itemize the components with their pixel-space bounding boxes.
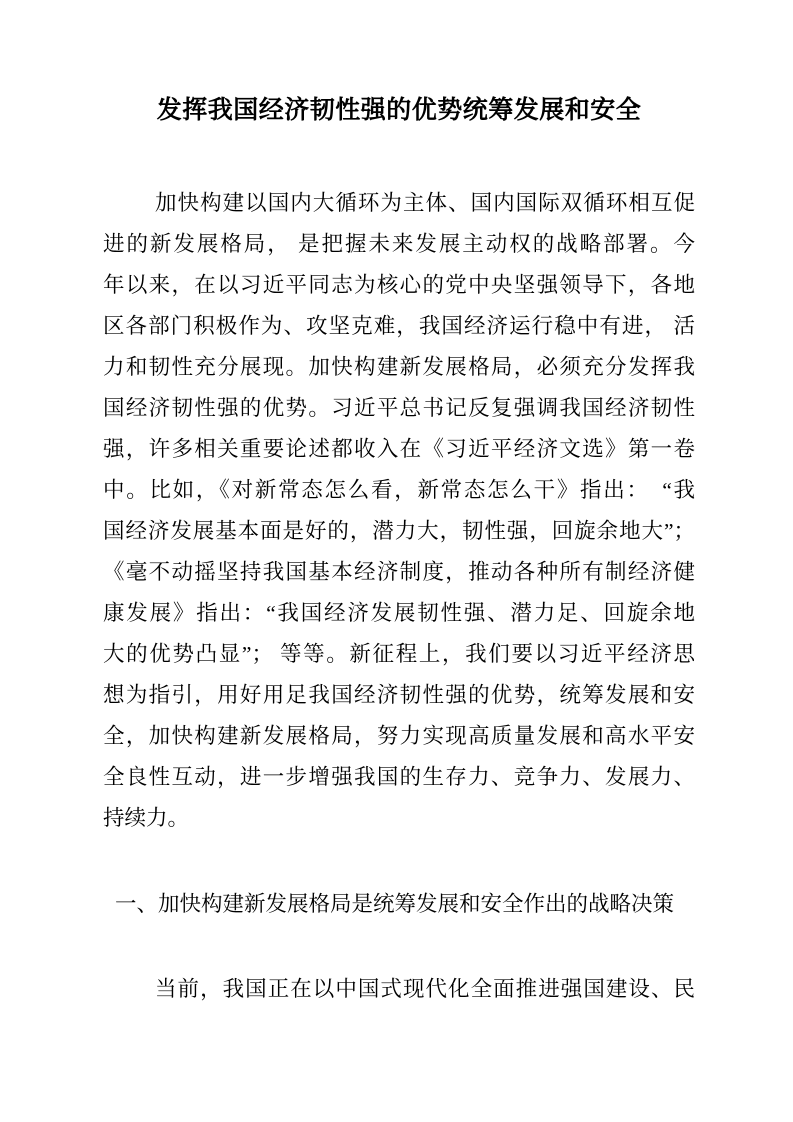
paragraph-line: 国经济韧性强的优势。习近平总书记反复强调我国经济韧性 bbox=[103, 396, 695, 420]
paragraph-line: 中。比如，《对新常态怎么看，新常态怎么干》指出： “我 bbox=[103, 478, 695, 502]
paragraph-line: 强，许多相关重要论述都收入在《习近平经济文选》第一卷 bbox=[103, 437, 695, 461]
paragraph-line: 《毫不动摇坚持我国基本经济制度，推动各种所有制经济健 bbox=[103, 560, 695, 584]
paragraph-line: 进的新发展格局， 是把握未来发展主动权的战略部署。今 bbox=[103, 232, 695, 256]
paragraph-line: 力和韧性充分展现。加快构建新发展格局，必须充分发挥我 bbox=[103, 355, 695, 379]
section-heading: 一、加快构建新发展格局是统筹发展和安全作出的战略决策 bbox=[115, 892, 675, 916]
paragraph-1 bbox=[103, 183, 695, 839]
paragraph-line: 持续力。 bbox=[103, 806, 190, 830]
paragraph-line: 康发展》指出：“我国经济发展韧性强、潜力足、回旋余地 bbox=[103, 601, 695, 625]
paragraph-line: 当前，我国正在以中国式现代化全面推进强国建设、民 bbox=[155, 977, 695, 1001]
paragraph-line: 大的优势凸显”； 等等。新征程上，我们要以习近平经济思 bbox=[103, 642, 695, 666]
page-content bbox=[103, 0, 695, 1122]
document-title: 发挥我国经济韧性强的优势统筹发展和安全 bbox=[156, 97, 642, 124]
paragraph-line: 想为指引，用好用足我国经济韧性强的优势，统筹发展和安 bbox=[103, 683, 695, 707]
paragraph-line: 区各部门积极作为、攻坚克难，我国经济运行稳中有进， 活 bbox=[103, 314, 695, 338]
paragraph-line: 全，加快构建新发展格局，努力实现高质量发展和高水平安 bbox=[103, 724, 695, 748]
paragraph-line: 加快构建以国内大循环为主体、国内国际双循环相互促 bbox=[155, 191, 695, 215]
paragraph-line: 年以来，在以习近平同志为核心的党中央坚强领导下，各地 bbox=[103, 273, 695, 297]
paragraph-line: 国经济发展基本面是好的，潜力大，韧性强，回旋余地大”； bbox=[103, 519, 695, 543]
paragraph-line: 全良性互动，进一步增强我国的生存力、竞争力、发展力、 bbox=[103, 765, 695, 789]
paragraph-2 bbox=[103, 969, 695, 1010]
